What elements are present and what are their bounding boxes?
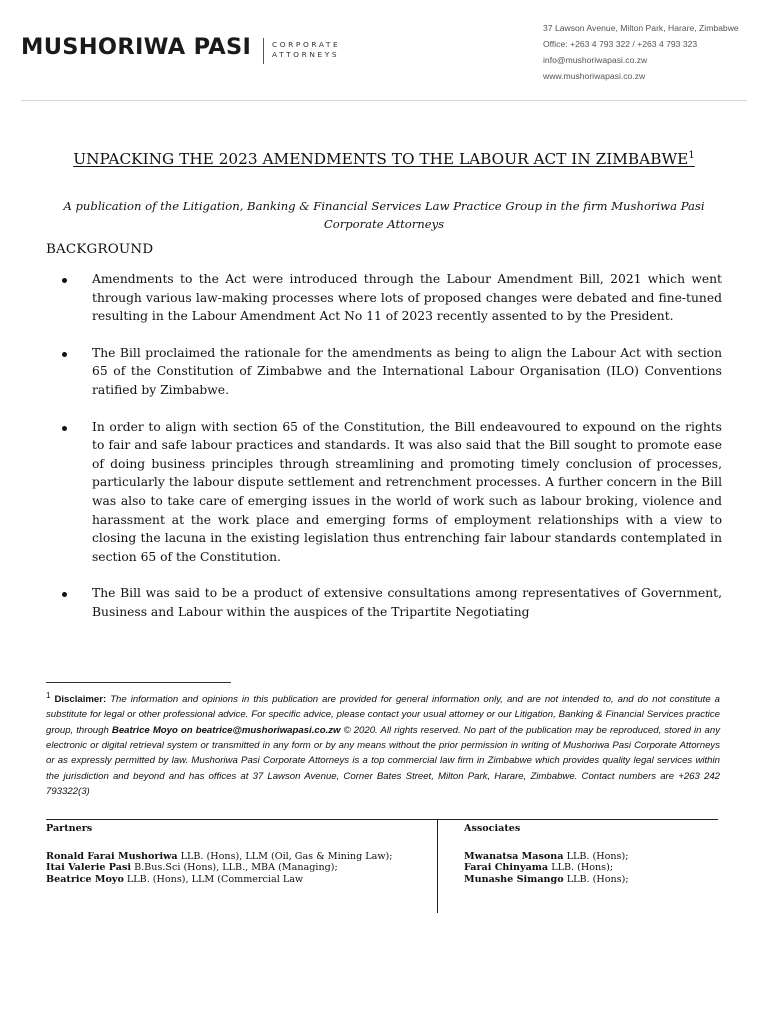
list-item — [46, 418, 722, 567]
website-link[interactable]: www.mushoriwapasi.co.zw — [543, 71, 646, 81]
associate-name: Munashe Simango — [464, 874, 564, 886]
bullet-dot-icon — [62, 426, 67, 431]
bullet-text: The Bill proclaimed the rationale for the amendments as being to align the Labour Act with section 65 of the Constitution of Zimbabwe and the International Labour Organisation (ILO) Conventions ratified by Zimbabwe. — [92, 345, 722, 397]
list-item — [46, 584, 722, 621]
list-item — [46, 270, 722, 326]
footnote-separator — [46, 682, 231, 683]
associate-name: Mwanatsa Masona — [464, 850, 564, 862]
partner-qualifications: LLB. (Hons), LLM (Commercial Law — [126, 874, 304, 886]
section-heading-background: BACKGROUND — [46, 242, 154, 257]
associate-qualifications: LLB. (Hons); — [551, 862, 614, 874]
footnote-mark: 1 — [46, 691, 51, 700]
footer-column-divider — [437, 820, 438, 913]
logo-sub-line-2: ATTORNEYS — [272, 50, 340, 59]
firm-logo-name: MUSHORIWA PASI — [21, 34, 252, 60]
associates-column — [464, 823, 724, 886]
background-bullet-list — [46, 270, 722, 640]
disclaimer-footnote — [46, 688, 720, 799]
partner-qualifications: B.Bus.Sci (Hons), LLB., MBA (Managing); — [134, 862, 338, 874]
title-footnote-mark[interactable]: 1 — [688, 150, 695, 161]
partners-heading: Partners — [46, 823, 93, 834]
list-item — [46, 344, 722, 400]
email-link[interactable]: info@mushoriwapasi.co.zw — [543, 55, 648, 65]
associates-heading: Associates — [464, 823, 521, 834]
bullet-dot-icon — [62, 278, 67, 283]
document-title-text: UNPACKING THE 2023 AMENDMENTS TO THE LABOUR ACT IN ZIMBABWE — [73, 150, 689, 169]
list-item — [464, 862, 724, 874]
bullet-dot-icon — [62, 592, 67, 597]
disclaimer-contact[interactable]: Beatrice Moyo on beatrice@mushoriwapasi.co.zw — [111, 724, 341, 736]
list-item — [464, 874, 724, 886]
list-item — [46, 851, 431, 863]
list-item — [46, 874, 431, 886]
bullet-text: In order to align with section 65 of the Constitution, the Bill endeavoured to expound on the rights to fair and safe labour practices and standards. It was also said that the Bill sought to promote ease of doing business principles through streamlining and promoting timely conclusion of processes, particularly the labour dispute settlement and retrenchment processes. A further concern in the Bill was also to take care of emerging issues in the world of work such as labour broking, violence and harassment at the work place and emerging forms of employment relationships with a view to closing the lacuna in the existing legislation thus entrenching fair labour standards contemplated in section 65 of the Constitution. — [92, 419, 722, 564]
bullet-text: Amendments to the Act were introduced through the Labour Amendment Bill, 2021 which went through various law-making processes where lots of proposed changes were debated and fine-tuned resulting in the Labour Amendment Act No 11 of 2023 recently assented to by the President. — [92, 272, 722, 324]
document-subtitle: A publication of the Litigation, Banking & Financial Services Law Practice Group in the firm Mushoriwa Pasi Corporate Attorneys — [63, 199, 705, 231]
associate-qualifications: LLB. (Hons); — [566, 850, 629, 862]
disclaimer-text-part-2: © 2020. All rights reserved. No part of the publication may be reproduced, stored in any electronic or digital retrieval system or transmitted in any form or by any means without the prior permission in writing of Mushoriwa Pasi Corporate Attorneys or as expressly permitted by law. Mushoriwa Pasi Corporate Attorneys is a top commercial law firm in Zimbabwe which provides quality legal services within the jurisdiction and beyond and has offices at 37 Lawson Avenue, Corner Bates Street, Milton Park, Harare, Zimbabwe. Contact numbers are +263 242 793322(3) — [46, 724, 720, 797]
logo-sub-line-1: CORPORATE — [272, 40, 341, 49]
address-line: 37 Lawson Avenue, Milton Park, Harare, Zimbabwe — [543, 23, 739, 33]
partner-name: Ronald Farai Mushoriwa — [46, 850, 178, 862]
associate-qualifications: LLB. (Hons); — [566, 874, 629, 886]
partner-name: Itai Valerie Pasi — [46, 862, 132, 874]
associate-name: Farai Chinyama — [464, 862, 549, 874]
partners-column — [46, 823, 431, 886]
list-item — [464, 851, 724, 863]
footer-divider — [46, 819, 718, 820]
bullet-text: The Bill was said to be a product of extensive consultations among representatives of Government, Business and Labour within the auspices of the Tripartite Negotiating — [92, 586, 722, 619]
bullet-dot-icon — [62, 352, 67, 357]
office-phone-line: Office: +263 4 793 322 / +263 4 793 323 — [543, 39, 698, 49]
partner-qualifications: LLB. (Hons), LLM (Oil, Gas & Mining Law); — [180, 850, 393, 862]
disclaimer-text-part-1: The information and opinions in this publication are provided for general information only, and are not intended to, and do not constitute a substitute for legal or other professional advice. For specific advice, please contact your usual attorney or our Litigation, Banking & Financial Services practice group, through — [46, 694, 720, 736]
partner-name: Beatrice Moyo — [46, 874, 124, 886]
document-title — [46, 145, 722, 170]
disclaimer-label: Disclaimer: — [54, 694, 107, 706]
list-item — [46, 862, 431, 874]
